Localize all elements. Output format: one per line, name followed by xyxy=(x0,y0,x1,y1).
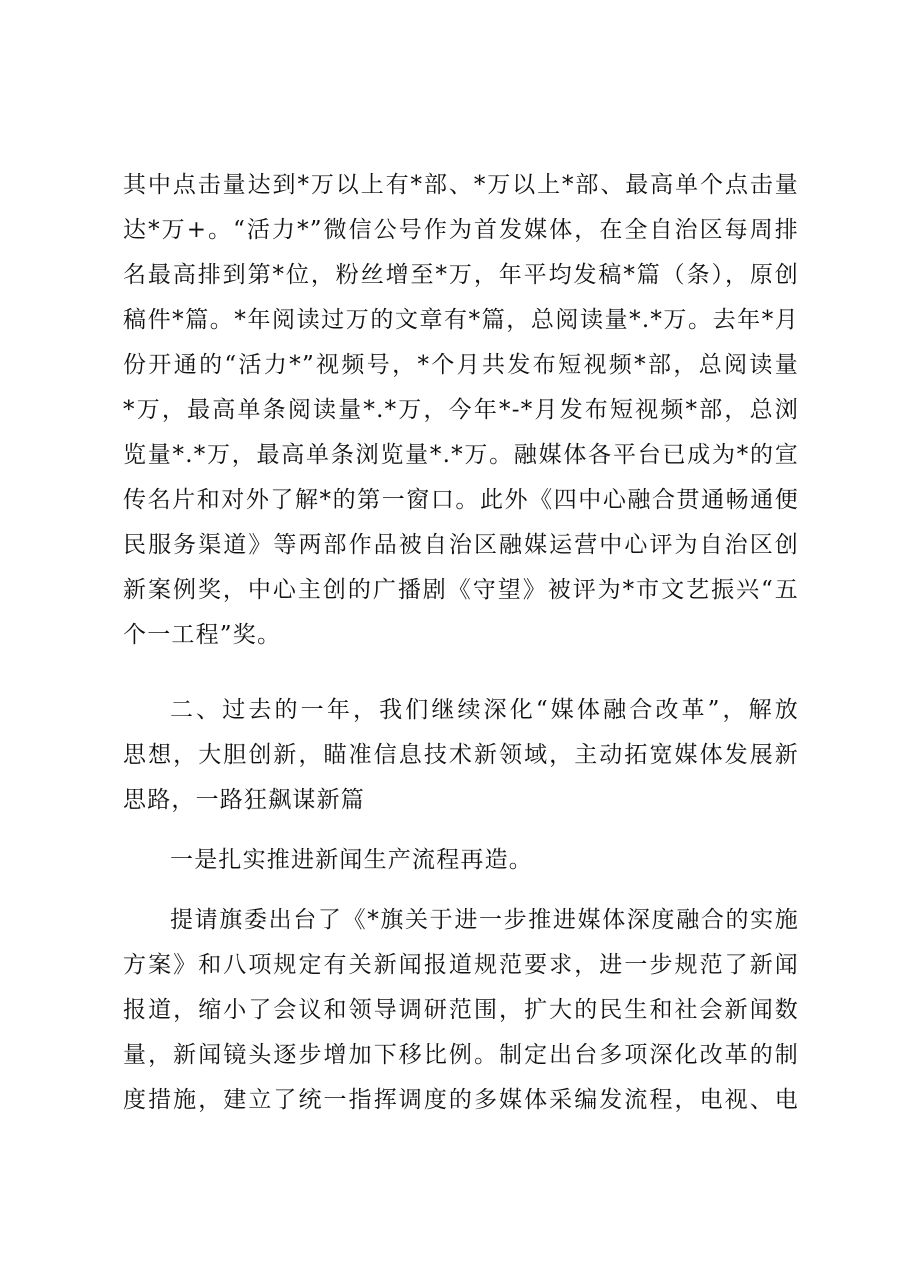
body-line: 传名片和对外了解*的第一窗口。此外《四中心融合贯通畅通便 xyxy=(123,487,799,513)
body-line: 方案》和八项规定有关新闻报道规范要求，进一步规范了新闻 xyxy=(123,952,799,978)
body-line: 达*万+。“活力*”微信公号作为首发媒体，在全自治区每周排 xyxy=(123,217,799,243)
body-line: 稿件*篇。*年阅读过万的文章有*篇，总阅读量*.*万。去年*月 xyxy=(123,307,799,333)
body-line: 量，新闻镜头逐步增加下移比例。制定出台多项深化改革的制 xyxy=(123,1042,799,1068)
body-line: 览量*.*万，最高单条浏览量*.*万。融媒体各平台已成为*的宣 xyxy=(123,442,799,468)
subheading-line: 一是扎实推进新闻生产流程再造。 xyxy=(170,847,533,873)
body-line: 个一工程”奖。 xyxy=(123,622,282,648)
body-line: 份开通的“活力*”视频号，*个月共发布短视频*部，总阅读量 xyxy=(123,352,799,378)
body-line: 新案例奖，中心主创的广播剧《守望》被评为*市文艺振兴“五 xyxy=(123,577,799,603)
body-line: 民服务渠道》等两部作品被自治区融媒运营中心评为自治区创 xyxy=(123,532,799,558)
section-heading-line: 思路，一路狂飙谋新篇 xyxy=(123,787,365,813)
section-heading-line: 思想，大胆创新，瞄准信息技术新领域，主动拓宽媒体发展新 xyxy=(123,742,799,768)
body-line: *万，最高单条阅读量*.*万，今年*-*月发布短视频*部，总浏 xyxy=(123,397,799,423)
body-line: 提请旗委出台了《*旗关于进一步推进媒体深度融合的实施 xyxy=(170,907,799,933)
body-line: 度措施，建立了统一指挥调度的多媒体采编发流程，电视、电 xyxy=(123,1087,799,1113)
body-line: 报道，缩小了会议和领导调研范围，扩大的民生和社会新闻数 xyxy=(123,997,799,1023)
body-line: 名最高排到第*位，粉丝增至*万，年平均发稿*篇（条），原创 xyxy=(123,262,799,288)
body-line: 其中点击量达到*万以上有*部、*万以上*部、最高单个点击量 xyxy=(123,172,799,198)
section-heading-line: 二、过去的一年，我们继续深化“媒体融合改革”，解放 xyxy=(170,697,799,723)
